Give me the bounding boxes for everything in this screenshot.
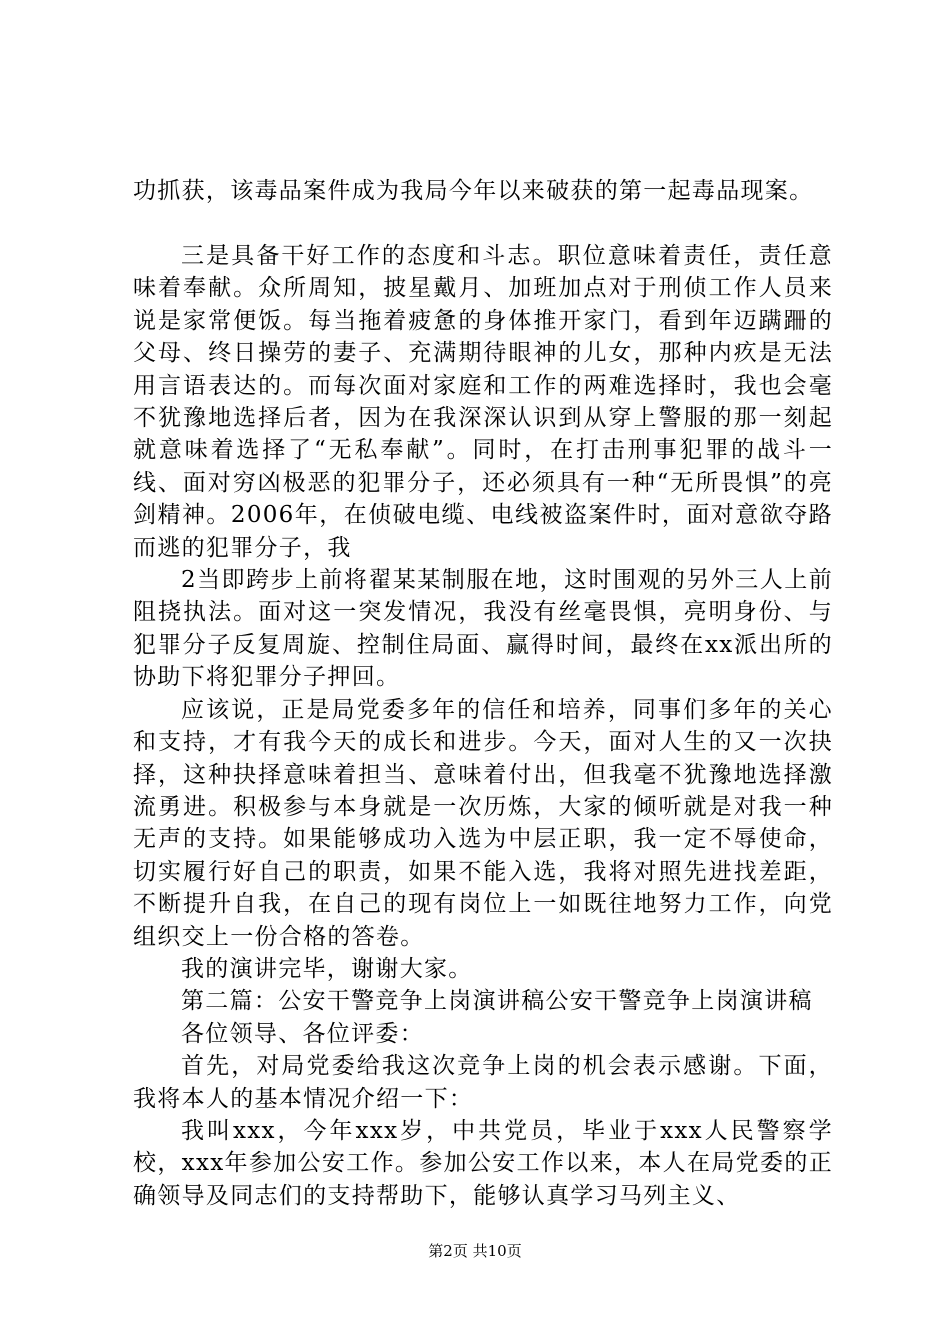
paragraph-introduction: 我叫xxx，今年xxx岁，中共党员，毕业于xxx人民警察学校，xxx年参加公安工作。参加公安工作以来，本人在局党委的正确领导及同志们的支持帮助下，能够认真学习马列主义、: [133, 1117, 833, 1209]
paragraph-salutation: 各位领导、各位评委：: [181, 1020, 424, 1047]
paragraph-closing: 我的演讲完毕，谢谢大家。: [181, 955, 473, 982]
paragraph-arrest: 2当即跨步上前将翟某某制服在地，这时围观的另外三人上前阻挠执法。面对这一突发情况，我没有丝毫畏惧，亮明身份、与犯罪分子反复周旋、控制住局面、赢得时间，最终在xx派出所的协助下将犯罪分子押回。: [133, 567, 833, 691]
body-text: [133, 240, 833, 1212]
paragraph-gratitude: 应该说，正是局党委多年的信任和培养，同事们多年的关心和支持，才有我今天的成长和进步。今天，面对人生的又一次抉择，这种抉择意味着担当、意味着付出，但我毫不犹豫地选择激流勇进。积极参与本身就是一次历炼，大家的倾听就是对我一种无声的支持。如果能够成功入选为中层正职，我一定不辱使命，切实履行好自己的职责，如果不能入选，我将对照先进找差距，不断提升自我，在自己的现有岗位上一如既往地努力工作，向党组织交上一份合格的答卷。: [133, 696, 833, 950]
paragraph-thanks: 首先，对局党委给我这次竞争上岗的机会表示感谢。下面，我将本人的基本情况介绍一下：: [133, 1053, 833, 1112]
page-number-footer: 第2页 共10页: [428, 1242, 522, 1260]
paragraph-continuation: 功抓获，该毒品案件成为我局今年以来破获的第一起毒品现案。: [133, 178, 814, 204]
paragraph-attitude: 三是具备干好工作的态度和斗志。职位意味着责任，责任意味着奉献。众所周知，披星戴月、加班加点对于刑侦工作人员来说是家常便饭。每当拖着疲惫的身体推开家门，看到年迈蹒跚的父母、终日操劳的妻子、充满期待眼神的儿女，那种内疚是无法用言语表达的。而每次面对家庭和工作的两难选择时，我也会毫不犹豫地选择后者，因为在我深深认识到从穿上警服的那一刻起就意味着选择了“无私奉献”。同时，在打击刑事犯罪的战斗一线、面对穷凶极恶的犯罪分子，还必须具有一种“无所畏惧”的亮剑精神。2006年，在侦破电缆、电线被盗案件时，面对意欲夺路而逃的犯罪分子，我: [133, 243, 833, 561]
section-heading-second-article: 第二篇：公安干警竞争上岗演讲稿公安干警竞争上岗演讲稿: [181, 988, 813, 1015]
first-line-block: [133, 175, 833, 207]
